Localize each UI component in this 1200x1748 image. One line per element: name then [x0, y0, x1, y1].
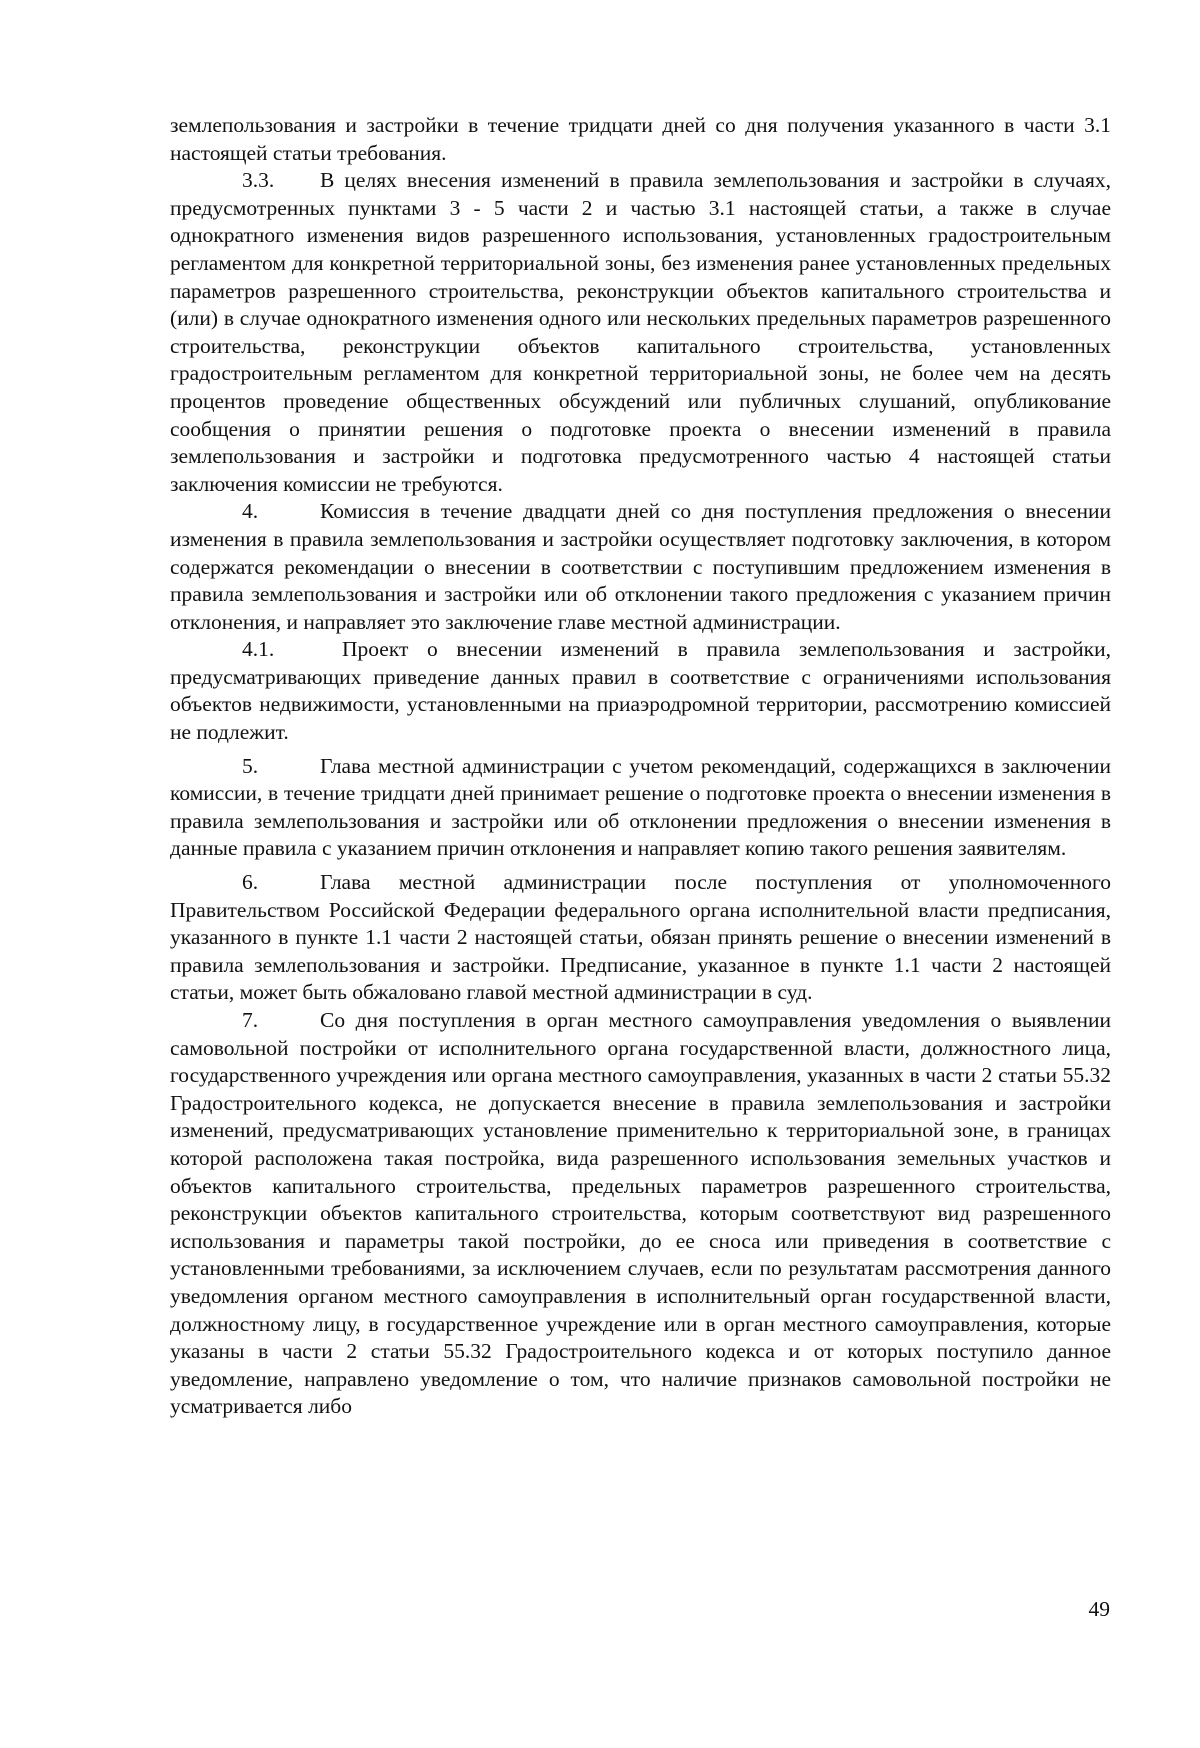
- paragraph-number: 7.: [242, 1008, 259, 1032]
- paragraph-number: 4.: [242, 499, 259, 524]
- paragraph-text: землепользования и застройки в течение тридцати дней со дня получения указанного в части 3.1 настоящей статьи требования.: [170, 113, 1111, 165]
- paragraph-text: Со дня поступления в орган местного самоуправления уведомления о выявлении самовольной постройки от исполнительного органа государственной власти, должностного лица, государственного учреждения или органа местного самоуправления, указанных в части 2 статьи 55.32 Градостроительного кодекса, не допускается внесение в правила землепользования и застройки изменений, предусматривающих установление применительно к территориальной зоне, в границах которой расположена такая постройка, вида разрешенного использования земельных участков и объектов капитального строительства, предельных параметров разрешенного строительства, реконструкции объектов капитального строительства, которым соответствуют вид разрешенного использования и параметры такой постройки, до ее сноса или приведения в соответствие с установленными требованиями, за исключением случаев, если по результатам рассмотрения данного уведомления органом местного самоуправления в исполнительный орган государственной власти, должностному лицу, в государственное учреждение или в орган местного самоуправления, которые указаны в части 2 статьи 55.32 Градостроительного кодекса и от которых поступило данное уведомление, направлено уведомление о том, что наличие признаков самовольной постройки не усматривается либо: [170, 1008, 1111, 1419]
- paragraph-7: [170, 1007, 1111, 1421]
- paragraph-text: Комиссия в течение двадцати дней со дня поступления предложения о внесении изменения в правила землепользования и застройки осуществляет подготовку заключения, в котором содержатся рекомендации о внесении в соответствии с поступившим предложением изменения в правила землепользования и застройки или об отклонении такого предложения с указанием причин отклонения, и направляет это заключение главе местной администрации.: [170, 499, 1111, 634]
- paragraph-text: В целях внесения изменений в правила землепользования и застройки в случаях, предусмотренных пунктами 3 - 5 части 2 и частью 3.1 настоящей статьи, а также в случае однократного изменения видов разрешенного использования, установленных градостроительным регламентом для конкретной территориальной зоны, без изменения ранее установленных предельных параметров разрешенного строительства, реконструкции объектов капитального строительства и (или) в случае однократного изменения одного или нескольких предельных параметров разрешенного строительства, реконструкции объектов капитального строительства, установленных градостроительным регламентом для конкретной территориальной зоны, не более чем на десять процентов проведение общественных обсуждений или публичных слушаний, опубликование сообщения о принятии решения о подготовке проекта о внесении изменений в правила землепользования и застройки и подготовка предусмотренного частью 4 настоящей статьи заключения комиссии не требуются.: [170, 168, 1111, 496]
- paragraph-number: 5.: [242, 753, 259, 778]
- document-page: [170, 112, 1111, 1421]
- paragraph-text: Глава местной администрации после поступления от уполномоченного Правительством Российской Федерации федерального органа исполнительной власти предписания, указанного в пункте 1.1 части 2 настоящей статьи, обязан принять решение о внесении изменений в правила землепользования и застройки. Предписание, указанное в пункте 1.1 части 2 настоящей статьи, может быть обжаловано главой местной администрации в суд.: [170, 870, 1111, 1005]
- paragraph-continuation: [170, 112, 1111, 167]
- paragraph-5: [170, 753, 1111, 863]
- paragraph-number: 4.1.: [242, 637, 275, 662]
- paragraph-3-3: [170, 167, 1111, 498]
- paragraph-text: Проект о внесении изменений в правила землепользования и застройки, предусматривающих приведение данных правил в соответствие с ограничениями использования объектов недвижимости, установленными на приаэродромной территории, рассмотрению комиссией не подлежит.: [170, 637, 1111, 745]
- paragraph-number: 3.3.: [242, 168, 275, 193]
- page-number: 49: [1088, 1597, 1110, 1621]
- paragraph-number: 6.: [242, 870, 259, 895]
- paragraph-4: [170, 498, 1111, 636]
- paragraph-4-1: [170, 636, 1111, 746]
- paragraph-6: [170, 869, 1111, 1007]
- paragraph-text: Глава местной администрации с учетом рекомендаций, содержащихся в заключении комиссии, в течение тридцати дней принимает решение о подготовке проекта о внесении изменения в правила землепользования и застройки или об отклонении предложения о внесении изменения в данные правила с указанием причин отклонения и направляет копию такого решения заявителям.: [170, 753, 1111, 861]
